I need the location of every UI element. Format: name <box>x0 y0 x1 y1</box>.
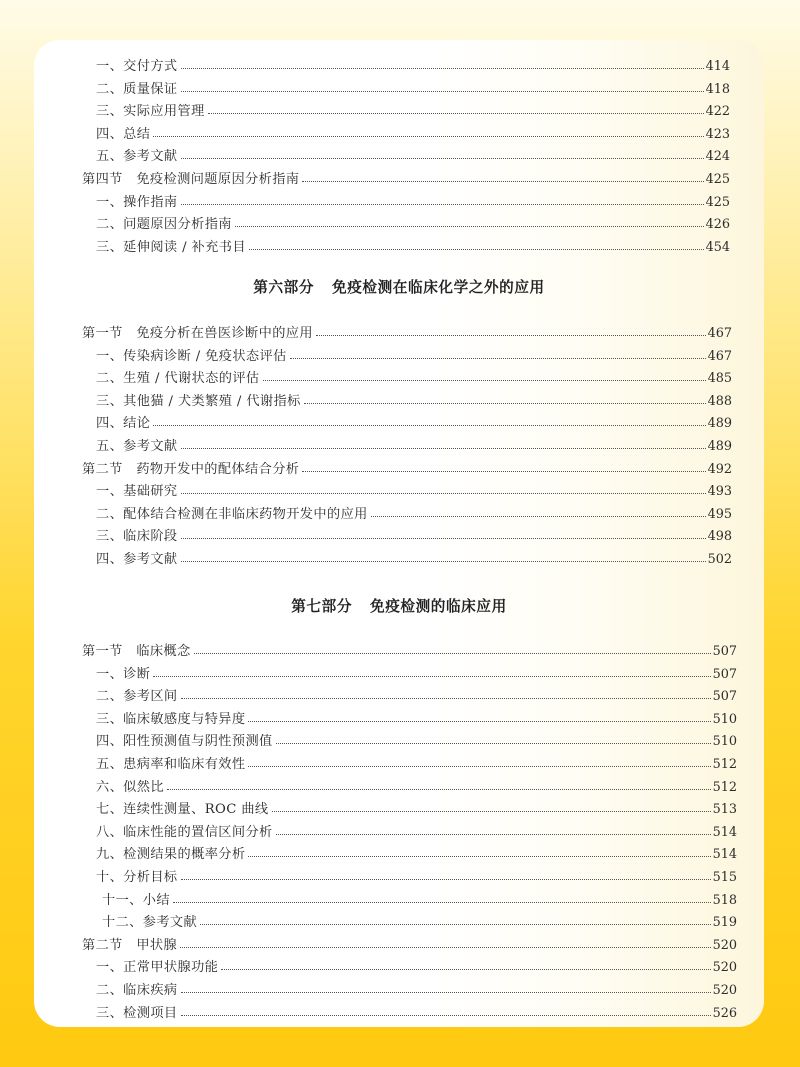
dot-leader <box>181 538 706 539</box>
toc-entry[interactable] <box>34 795 764 817</box>
dot-leader <box>248 856 710 857</box>
toc-entry-page-number: 513 <box>712 802 737 818</box>
dot-leader <box>272 811 711 812</box>
toc-entry-title: 四、阳性预测值与阴性预测值 <box>96 734 273 750</box>
toc-page <box>34 40 764 1027</box>
dot-leader <box>181 1015 711 1016</box>
toc-entry-page-number: 493 <box>707 484 732 500</box>
toc-entry[interactable] <box>34 908 764 930</box>
toc-entry-page-number: 485 <box>707 371 732 387</box>
toc-entry-title: 五、患病率和临床有效性 <box>96 757 246 772</box>
toc-entry-title: 二、参考区间 <box>96 689 178 705</box>
toc-entry-title: 七、连续性测量、ROC 曲线 <box>96 802 269 818</box>
toc-entry-title: 十、分析目标 <box>96 870 178 885</box>
toc-entry-title: 三、实际应用管理 <box>96 104 205 120</box>
toc-entry[interactable] <box>34 233 764 255</box>
toc-entry-page-number: 520 <box>712 937 737 953</box>
dot-leader <box>276 743 711 744</box>
part-heading <box>34 276 764 297</box>
toc-entry-page-number: 426 <box>705 217 730 233</box>
toc-entry[interactable] <box>34 886 764 908</box>
toc-entry-page-number: 495 <box>707 506 732 522</box>
toc-entry[interactable] <box>34 705 764 727</box>
part-title: 免疫检测在临床化学之外的应用 <box>332 279 545 296</box>
toc-entry-title: 九、检测结果的概率分析 <box>96 847 246 863</box>
dot-leader <box>173 902 711 903</box>
toc-entry-title: 第四节 免疫检测问题原因分析指南 <box>82 172 300 187</box>
dot-leader <box>181 493 706 494</box>
toc-entry-title: 三、临床阶段 <box>96 529 178 545</box>
toc-entry-title: 第二节 药物开发中的配体结合分析 <box>82 461 300 477</box>
dot-leader <box>180 947 710 948</box>
toc-entry-title: 六、似然比 <box>96 779 164 795</box>
toc-entry-page-number: 507 <box>712 644 737 659</box>
toc-entry-page-number: 414 <box>705 59 730 74</box>
dot-leader <box>263 380 706 381</box>
dot-leader <box>181 698 711 699</box>
toc-entry[interactable] <box>34 210 764 232</box>
toc-entry-page-number: 425 <box>705 194 730 210</box>
toc-entry-page-number: 512 <box>712 779 737 795</box>
dot-leader <box>316 335 706 336</box>
toc-entry-title: 二、配体结合检测在非临床药物开发中的应用 <box>96 506 368 522</box>
toc-entry[interactable] <box>34 660 764 682</box>
dot-leader <box>221 969 710 970</box>
toc-entry[interactable] <box>34 188 764 210</box>
toc-entry-page-number: 519 <box>712 915 737 931</box>
toc-entry[interactable] <box>34 387 764 409</box>
dot-leader <box>304 403 706 404</box>
toc-entry-page-number: 507 <box>712 666 737 682</box>
toc-entry-page-number: 520 <box>712 983 737 998</box>
toc-entry-page-number: 512 <box>712 757 737 772</box>
toc-entry-title: 五、参考文献 <box>96 149 178 165</box>
dot-leader <box>248 766 710 767</box>
dot-leader <box>302 181 703 182</box>
toc-entry-title: 二、质量保证 <box>96 81 178 97</box>
toc-entry-title: 一、传染病诊断 / 免疫状态评估 <box>96 348 287 364</box>
toc-entry-title: 二、临床疾病 <box>96 983 178 998</box>
toc-entry[interactable] <box>34 500 764 522</box>
toc-entry-page-number: 423 <box>705 126 730 142</box>
toc-entry-page-number: 514 <box>712 847 737 863</box>
toc-entry[interactable] <box>34 863 764 885</box>
part-title: 免疫检测的临床应用 <box>370 598 507 615</box>
toc-entry[interactable] <box>34 682 764 704</box>
toc-entry-title: 十一、小结 <box>102 892 170 908</box>
toc-entry-page-number: 489 <box>707 416 732 432</box>
toc-entry-page-number: 418 <box>705 81 730 97</box>
toc-entry[interactable] <box>34 818 764 840</box>
part-label: 第七部分 <box>291 598 353 615</box>
toc-entry[interactable] <box>34 840 764 862</box>
toc-entry-title: 一、操作指南 <box>96 194 178 210</box>
toc-entry-title: 四、结论 <box>96 416 151 432</box>
part-label: 第六部分 <box>253 279 315 296</box>
dot-leader <box>302 471 705 472</box>
dot-leader <box>194 653 711 654</box>
toc-entry-title: 一、基础研究 <box>96 484 178 500</box>
toc-entry-title: 三、延伸阅读 / 补充书目 <box>96 239 246 255</box>
toc-entry-title: 五、参考文献 <box>96 439 178 454</box>
dot-leader <box>181 68 704 69</box>
toc-entry[interactable] <box>34 637 764 659</box>
toc-entry-title: 二、问题原因分析指南 <box>96 217 232 233</box>
toc-entry[interactable] <box>34 477 764 499</box>
toc-entry[interactable] <box>34 931 764 953</box>
toc-entry[interactable] <box>34 999 764 1021</box>
toc-entry[interactable] <box>34 142 764 164</box>
toc-entry-page-number: 514 <box>712 824 737 840</box>
toc-entry-page-number: 502 <box>707 552 732 567</box>
dot-leader <box>153 136 703 137</box>
toc-entry-page-number: 520 <box>712 960 737 976</box>
toc-entry[interactable] <box>34 773 764 795</box>
toc-entry-title: 一、交付方式 <box>96 59 178 74</box>
toc-entry-page-number: 489 <box>707 439 732 454</box>
toc-entry-title: 四、总结 <box>96 126 151 142</box>
dot-leader <box>153 425 705 426</box>
toc-entry-page-number: 510 <box>712 734 737 750</box>
toc-entry[interactable] <box>34 75 764 97</box>
toc-entry[interactable] <box>34 409 764 431</box>
dot-leader <box>248 721 710 722</box>
toc-entry-title: 三、检测项目 <box>96 1005 178 1021</box>
dot-leader <box>208 113 704 114</box>
toc-entry[interactable] <box>34 165 764 187</box>
dot-leader <box>181 561 706 562</box>
toc-entry[interactable] <box>34 976 764 998</box>
dot-leader <box>181 158 704 159</box>
toc-entry-page-number: 422 <box>705 104 730 120</box>
toc-entry[interactable] <box>34 953 764 975</box>
dot-leader <box>235 226 704 227</box>
dot-leader <box>181 992 711 993</box>
toc-entry[interactable] <box>34 432 764 454</box>
dot-leader <box>371 516 706 517</box>
toc-entry[interactable] <box>34 364 764 386</box>
toc-entry-title: 一、诊断 <box>96 666 151 682</box>
dot-leader <box>276 834 711 835</box>
toc-entry-title: 第一节 临床概念 <box>82 644 191 659</box>
toc-entry-page-number: 454 <box>705 239 730 255</box>
toc-entry[interactable] <box>34 342 764 364</box>
dot-leader <box>153 676 710 677</box>
toc-entry-page-number: 518 <box>712 892 737 908</box>
toc-entry-title: 十二、参考文献 <box>102 915 198 931</box>
toc-entry-title: 三、临床敏感度与特异度 <box>96 711 246 727</box>
toc-entry-page-number: 515 <box>712 870 737 885</box>
dot-leader <box>200 924 710 925</box>
toc-entry-page-number: 510 <box>712 711 737 727</box>
toc-entry-page-number: 507 <box>712 689 737 705</box>
part-heading <box>34 595 764 616</box>
dot-leader <box>249 249 704 250</box>
dot-leader <box>181 879 711 880</box>
toc-entry[interactable] <box>34 52 764 74</box>
toc-entry-page-number: 498 <box>707 529 732 545</box>
toc-entry-page-number: 526 <box>712 1005 737 1021</box>
toc-entry-title: 四、参考文献 <box>96 552 178 567</box>
toc-entry-title: 八、临床性能的置信区间分析 <box>96 824 273 840</box>
toc-entry[interactable] <box>34 750 764 772</box>
toc-entry[interactable] <box>34 522 764 544</box>
toc-entry-page-number: 424 <box>705 149 730 165</box>
dot-leader <box>181 448 706 449</box>
toc-entry-page-number: 488 <box>707 393 732 409</box>
toc-entry-page-number: 492 <box>707 461 732 477</box>
toc-entry[interactable] <box>34 97 764 119</box>
toc-entry-title: 一、正常甲状腺功能 <box>96 960 219 976</box>
toc-entry-page-number: 467 <box>707 326 732 341</box>
dot-leader <box>290 358 706 359</box>
toc-entry[interactable] <box>34 455 764 477</box>
dot-leader <box>181 91 704 92</box>
dot-leader <box>181 204 704 205</box>
toc-entry[interactable] <box>34 319 764 341</box>
toc-entry-page-number: 467 <box>707 348 732 364</box>
toc-entry[interactable] <box>34 545 764 567</box>
toc-entry-title: 第二节 甲状腺 <box>82 937 178 953</box>
toc-entry[interactable] <box>34 727 764 749</box>
dot-leader <box>167 789 711 790</box>
toc-entry-title: 三、其他猫 / 犬类繁殖 / 代谢指标 <box>96 393 301 409</box>
toc-entry-page-number: 425 <box>705 172 730 187</box>
toc-entry[interactable] <box>34 120 764 142</box>
toc-entry-title: 二、生殖 / 代谢状态的评估 <box>96 371 260 387</box>
toc-entry-title: 第一节 免疫分析在兽医诊断中的应用 <box>82 326 313 341</box>
